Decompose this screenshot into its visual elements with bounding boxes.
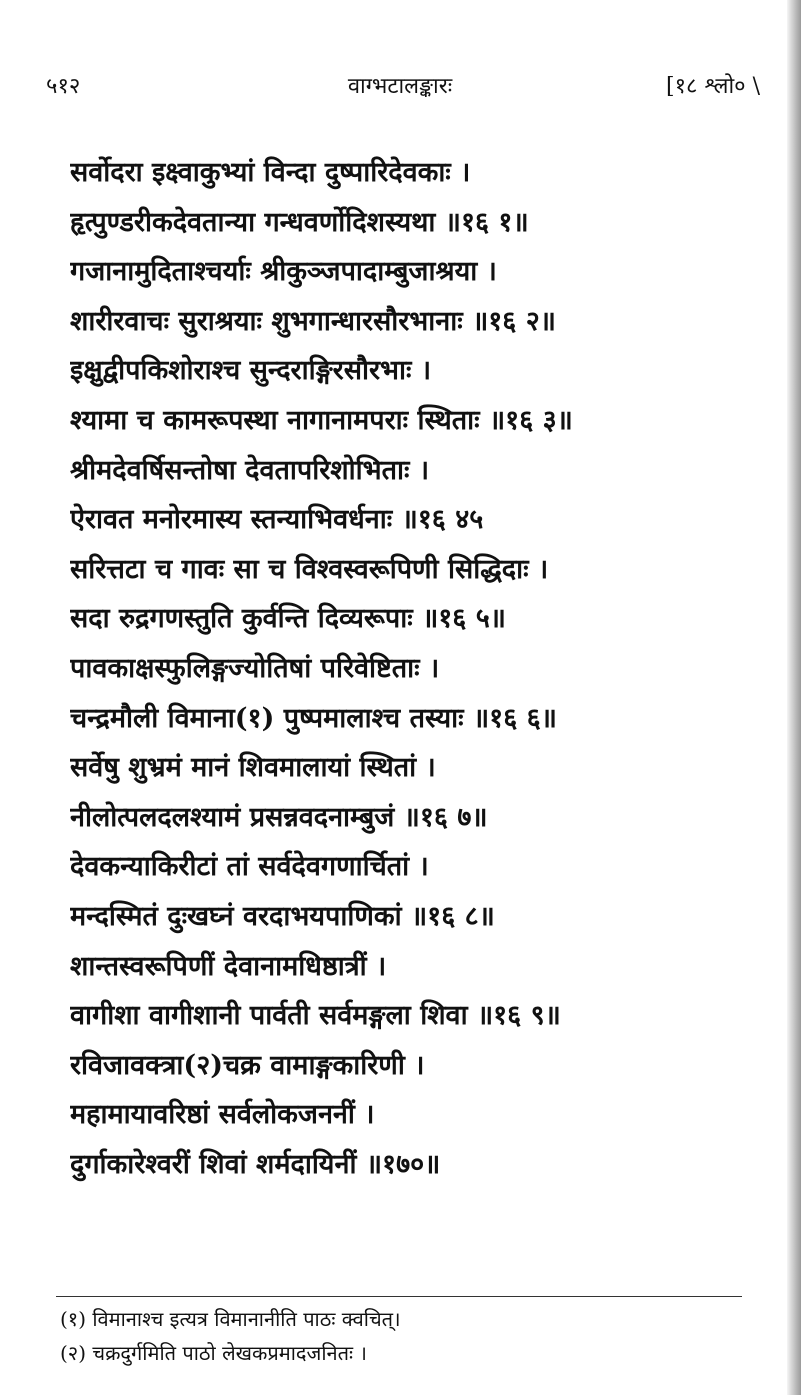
- verse-line: सदा रुद्रगणस्तुति कुर्वन्ति दिव्यरूपाः ॥१६ ५॥: [70, 603, 506, 635]
- footnote-divider: [56, 1296, 742, 1297]
- verse-line: वागीशा वागीशानी पार्वती सर्वमङ्गला शिवा ॥१६ ९॥: [70, 1000, 561, 1032]
- verse-line: चन्द्रमौली विमाना(१) पुष्पमालाश्च तस्याः ॥१६ ६॥: [70, 702, 557, 734]
- verse-line: सर्वोदरा इक्ष्वाकुभ्यां विन्दा दुष्पारिदेवकाः ।: [70, 157, 471, 188]
- footnotes: [60, 1302, 750, 1370]
- verse-line: ऐरावत मनोरमास्य स्तन्याभिवर्धनाः ॥१६ ४५: [70, 504, 484, 536]
- verse-line: श्रीमदेवर्षिसन्तोषा देवतापरिशोभिताः ।: [70, 454, 430, 486]
- verse-line: पावकाक्षस्फुलिङ्गज्योतिषां परिवेष्टिताः ।: [70, 652, 440, 684]
- verse-line: गजानामुदिताश्चर्याः श्रीकुञ्जपादाम्बुजाश्रया ।: [70, 256, 497, 288]
- page-header: [40, 70, 760, 110]
- verse-line: शारीरवाचः सुराश्रयाः शुभगान्धारसौरभानाः ॥१६ २॥: [70, 305, 556, 337]
- verse-block: [70, 148, 740, 1189]
- verse-line: मन्दस्मितं दुःखघ्नं वरदाभयपाणिकां ॥१६ ८॥: [70, 900, 495, 932]
- verse-line: रविजावक्त्रा(२)चक्र वामाङ्गकारिणी ।: [70, 1049, 425, 1081]
- verse-line: देवकन्याकिरीटां तां सर्वदेवगणार्चितां ।: [70, 851, 429, 883]
- verse-line: दुर्गाकारेश्वरीं शिवां शर्मदायिनीं ॥१७०॥: [70, 1148, 441, 1180]
- page-edge-shadow: [787, 0, 801, 1395]
- verse-line: शान्तस्वरूपिणीं देवानामधिष्ठात्रीं ।: [70, 950, 387, 982]
- footnote: (१) विमानाश्च इत्यत्र विमानानीति पाठः क्वचित्।: [60, 1307, 401, 1331]
- verse-line: नीलोत्पलदलश्यामं प्रसन्नवदनाम्बुजं ॥१६ ७॥: [70, 801, 488, 833]
- verse-line: सर्वेषु शुभ्रमं मानं शिवमालायां स्थितां ।: [70, 752, 436, 784]
- verse-line: सरित्तटा च गावः सा च विश्वस्वरूपिणी सिद्धिदाः ।: [70, 553, 549, 585]
- running-title: वाग्भटालङ्कारः: [347, 74, 453, 99]
- page-number: ५१२: [46, 74, 81, 99]
- verse-line: श्यामा च कामरूपस्था नागानामपराः स्थिताः ॥१६ ३॥: [70, 404, 573, 436]
- footnote: (२) चक्रदुर्गमिति पाठो लेखकप्रमादजनितः ।: [60, 1341, 367, 1365]
- verse-line: हृत्पुण्डरीकदेवतान्या गन्धवर्णोदिशस्यथा ॥१६ १॥: [70, 206, 529, 238]
- verse-line: इक्षुद्वीपकिशोराश्च सुन्दराङ्गिरसौरभाः ।: [70, 355, 432, 387]
- verse-line: महामायावरिष्ठां सर्वलोकजननीं ।: [70, 1099, 375, 1131]
- verse-reference: [१८ श्लो० \: [666, 74, 760, 99]
